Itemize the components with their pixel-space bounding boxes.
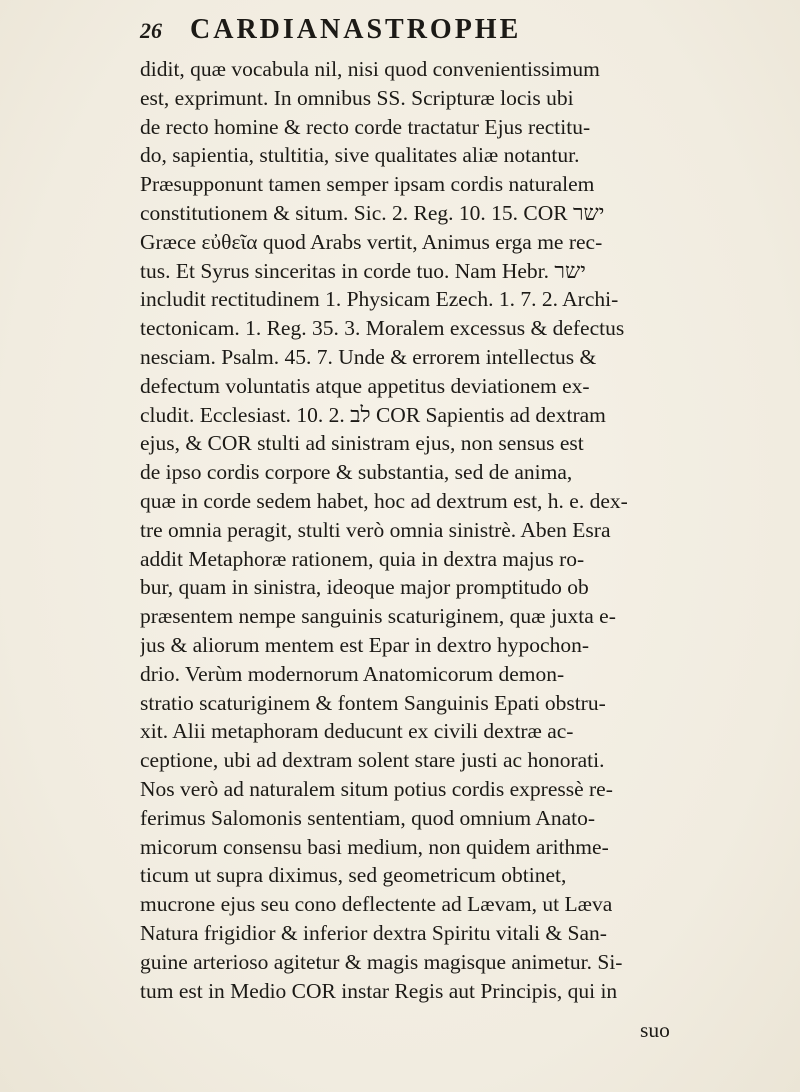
text-line: est, exprimunt. In omnibus SS. Scripturæ locis ubi: [140, 85, 574, 110]
text-line: tre omnia peragit, stulti verò omnia sinistrè. Aben Esra: [140, 517, 611, 542]
text-line: do, sapientia, stultitia, sive qualitates aliæ notantur.: [140, 143, 580, 168]
page-number: 26: [140, 18, 162, 43]
text-line: bur, quam in sinistra, ideoque major promptitudo ob: [140, 575, 589, 600]
text-line: Præsupponunt tamen semper ipsam cordis naturalem: [140, 172, 595, 197]
text-line: drio. Verùm modernorum Anatomicorum demon-: [140, 661, 565, 686]
text-line: Natura frigidior & inferior dextra Spiritu vitali & San-: [140, 920, 607, 945]
text-line: defectum voluntatis atque appetitus deviationem ex-: [140, 373, 590, 398]
running-title: CARDIANASTROPHE: [190, 14, 522, 45]
catchword: suo: [640, 1018, 670, 1042]
text-line: guine arteriosо agitetur & magis magisque animetur. Si-: [140, 949, 623, 974]
text-line: de recto homine & recto corde tractatur Ejus rectitu-: [140, 114, 591, 139]
body-text: [140, 55, 702, 1005]
text-line: ejus, & COR stulti ad sinistram ejus, non sensus est: [140, 431, 584, 456]
text-line: stratio scaturiginem & fontem Sanguinis Epati obstru-: [140, 690, 606, 715]
text-line: de ipso cordis corpore & substantia, sed de anima,: [140, 460, 573, 485]
text-line: micorum consensu basi medium, non quidem arithme-: [140, 834, 609, 859]
text-line: præsentem nempe sanguinis scaturiginem, quæ juxta e-: [140, 604, 616, 629]
text-line: ceptione, ubi ad dextram solent stare justi ac honorati.: [140, 748, 605, 773]
text-line: addit Metaphoræ rationem, quia in dextra majus ro-: [140, 546, 585, 571]
text-line: tum est in Medio COR instar Regis aut Principis, qui in: [140, 978, 618, 1003]
text-line: ticum ut supra diximus, sed geometricum obtinet,: [140, 863, 567, 888]
text-line: includit rectitudinem 1. Physicam Ezech. 1. 7. 2. Archi-: [140, 287, 619, 312]
text-line: tectonicam. 1. Reg. 35. 3. Moralem excessus & defectus: [140, 316, 625, 341]
text-line: Nos verò ad naturalem situm potius cordis expressè re-: [140, 776, 613, 801]
text-line: xit. Alii metaphoram deducunt ex civili dextræ ac-: [140, 719, 574, 744]
text-line: constitutionem & situm. Sic. 2. Reg. 10. 15. COR ישר: [140, 200, 605, 225]
text-line: Græce εὐθεῖα quod Arabs vertit, Animus erga me rec-: [140, 229, 603, 254]
text-line: cludit. Ecclesiast. 10. 2. לב COR Sapientis ad dextram: [140, 402, 606, 427]
text-line: quæ in corde sedem habet, hoc ad dextrum est, h. e. dex-: [140, 488, 628, 513]
text-line: ferimus Salomonis sententiam, quod omnium Anato-: [140, 805, 596, 830]
text-line: didit, quæ vocabula nil, nisi quod convenientissimum: [140, 57, 600, 81]
text-line: jus & aliorum mentem est Epar in dextro hypochon-: [140, 632, 590, 657]
text-line: tus. Et Syrus sinceritas in corde tuo. Nam Hebr. ישר: [140, 258, 586, 283]
text-line: nesciam. Psalm. 45. 7. Unde & errorem intellectus &: [140, 344, 597, 369]
text-line: mucrone ejus seu cono deflectente ad Lævam, ut Læva: [140, 892, 613, 917]
page-header: [140, 12, 700, 52]
